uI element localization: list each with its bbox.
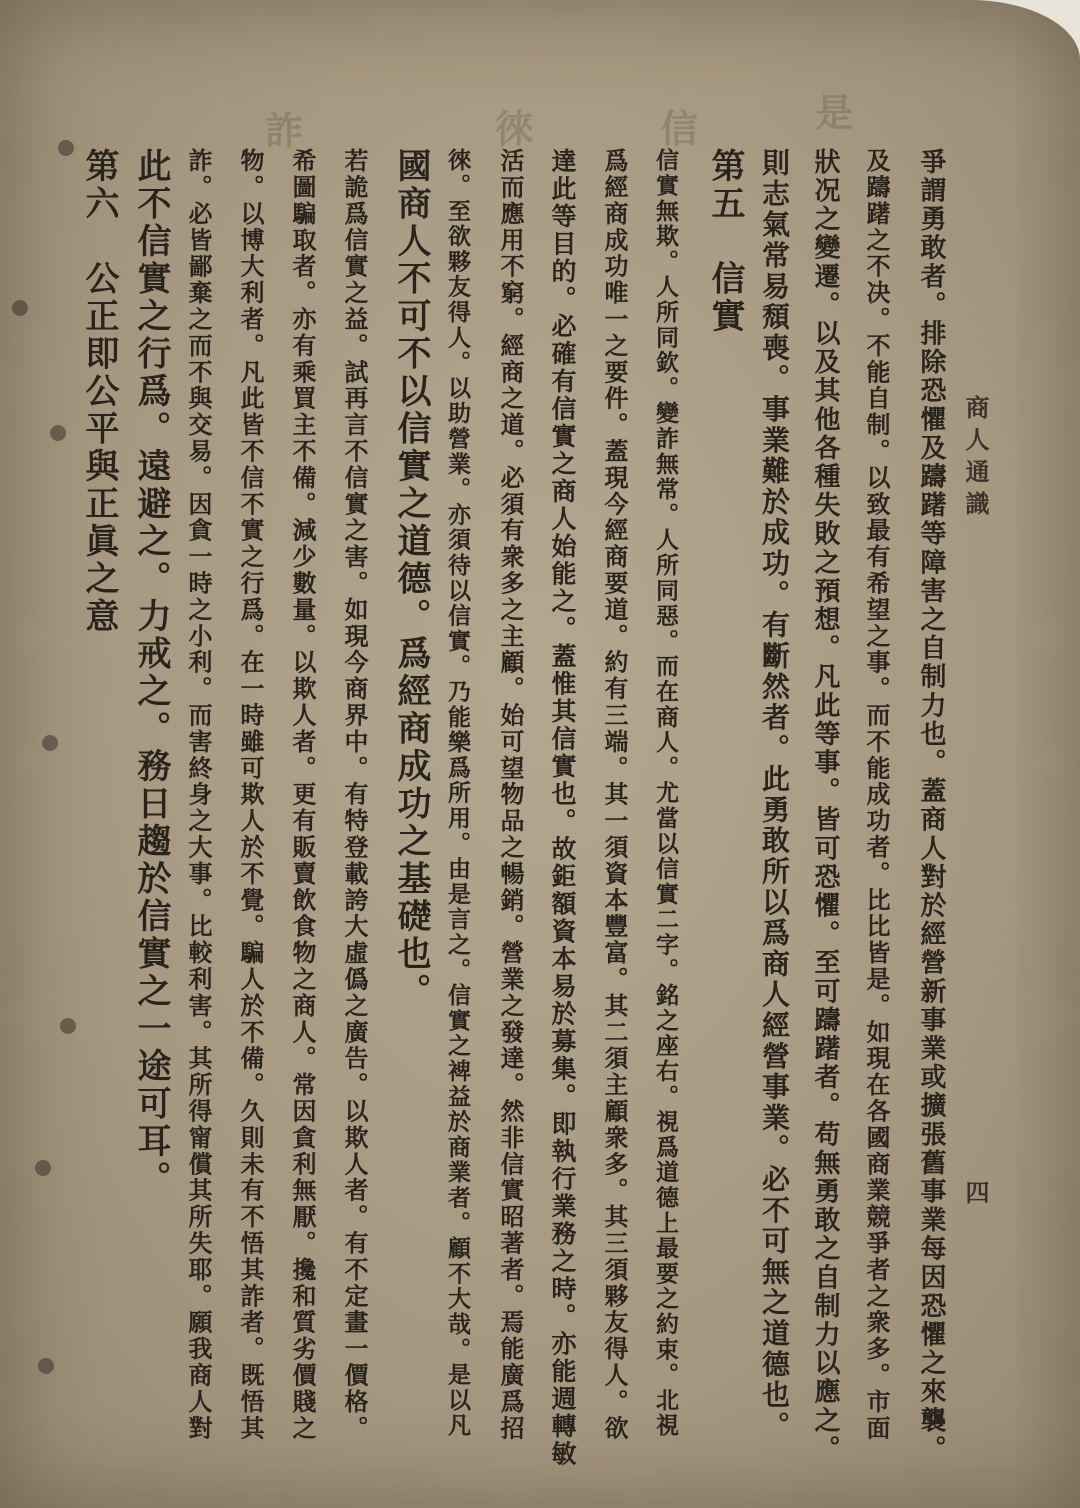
text-column: 達此等目的。必確有信實之商人始能之。蓋惟其信實也。故鉅額資本易於募集。即執行業務之時。亦能週轉敏 [548, 148, 577, 1468]
text-column: 狀况之變遷。以及其他各種失敗之預想。凡此等事。皆可恐懼。至可躊躇者。苟無勇敢之自制力以應之。 [810, 148, 840, 1464]
bleed-through-mark: 是 [815, 90, 854, 135]
text-column: 詐。必皆鄙棄之而不與交易。因貪一時之小利。而害終身之大事。比較利害。其所得甯償其所失耶。願我商人對 [184, 148, 213, 1442]
text-column: 爲經商成功唯一之要件。蓋現今經商要道。約有三端。其一須資本豐富。其二須主顧衆多。其三須夥友得人。欲 [600, 148, 629, 1442]
text-column: 徠。至欲夥友得人。以助營業。亦須待以信實。乃能樂爲所用。由是言之。信實之裨益於商業者。顧不大哉。是以凡 [444, 148, 471, 1439]
bleed-through-mark: 詐 [265, 108, 304, 153]
section-heading: 第五 信實 [705, 148, 745, 336]
binding-hole [12, 300, 28, 316]
text-column: 及躊躇之不决。不能自制。以致最有希望之事。而不能成功者。比比皆是。如現在各國商業競爭者之衆多。市面 [862, 148, 891, 1442]
text-column: 物。以博大利者。凡此皆不信不實之行爲。在一時雖可欺人於不覺。騙人於不備。久則未有不悟其詐者。既悟其 [236, 148, 265, 1442]
text-column: 活而應用不窮。經商之道。必須有衆多之主顧。始可望物品之暢銷。營業之發達。然非信實昭著者。焉能廣爲招 [496, 148, 525, 1442]
bleed-through-mark: 徠 [495, 106, 534, 151]
section-heading: 第六 公正即公平與正眞之意 [79, 148, 119, 636]
binding-hole [60, 1018, 76, 1034]
text-column: 則志氣常易頹喪。事業難於成功。有斷然者。此勇敢所以爲商人經營事業。必不可無之道德也。 [758, 148, 791, 1442]
text-column: 希圖騙取者。亦有乘買主不備。減少數量。以欺人者。更有販賣飲食物之商人。常因貪利無厭。攙和質劣價賤之 [288, 148, 317, 1442]
binding-hole [35, 1160, 51, 1176]
text-column: 此不信實之行爲。遠避之。力戒之。務日趨於信實之一途可耳。 [131, 148, 171, 1198]
text-column: 若詭爲信實之益。試再言不信實之害。如現今商界中。有特登載誇大虛僞之廣告。以欺人者。有不定畫一價格。 [340, 148, 369, 1442]
text-column: 國商人不可不以信實之道德。爲經商成功之基礎也。 [391, 148, 431, 1011]
binding-hole [58, 140, 74, 156]
text-column: 爭謂勇敢者。排除恐懼及躊躇等障害之自制力也。蓋商人對於經營新事業或擴張舊事業每因恐懼之來襲。 [916, 148, 946, 1464]
page-number: 四 [961, 1180, 990, 1212]
binding-hole [42, 735, 58, 751]
binding-hole [38, 1358, 54, 1374]
bleed-through-mark: 信 [660, 106, 699, 151]
running-title: 商人通識 [961, 395, 990, 523]
text-column: 信實無欺。人所同欽。變詐無常。人所同惡。而在商人。尤當以信實二字。銘之座右。視爲道德上最要之約束。北視 [652, 148, 679, 1439]
binding-hole [50, 425, 66, 441]
